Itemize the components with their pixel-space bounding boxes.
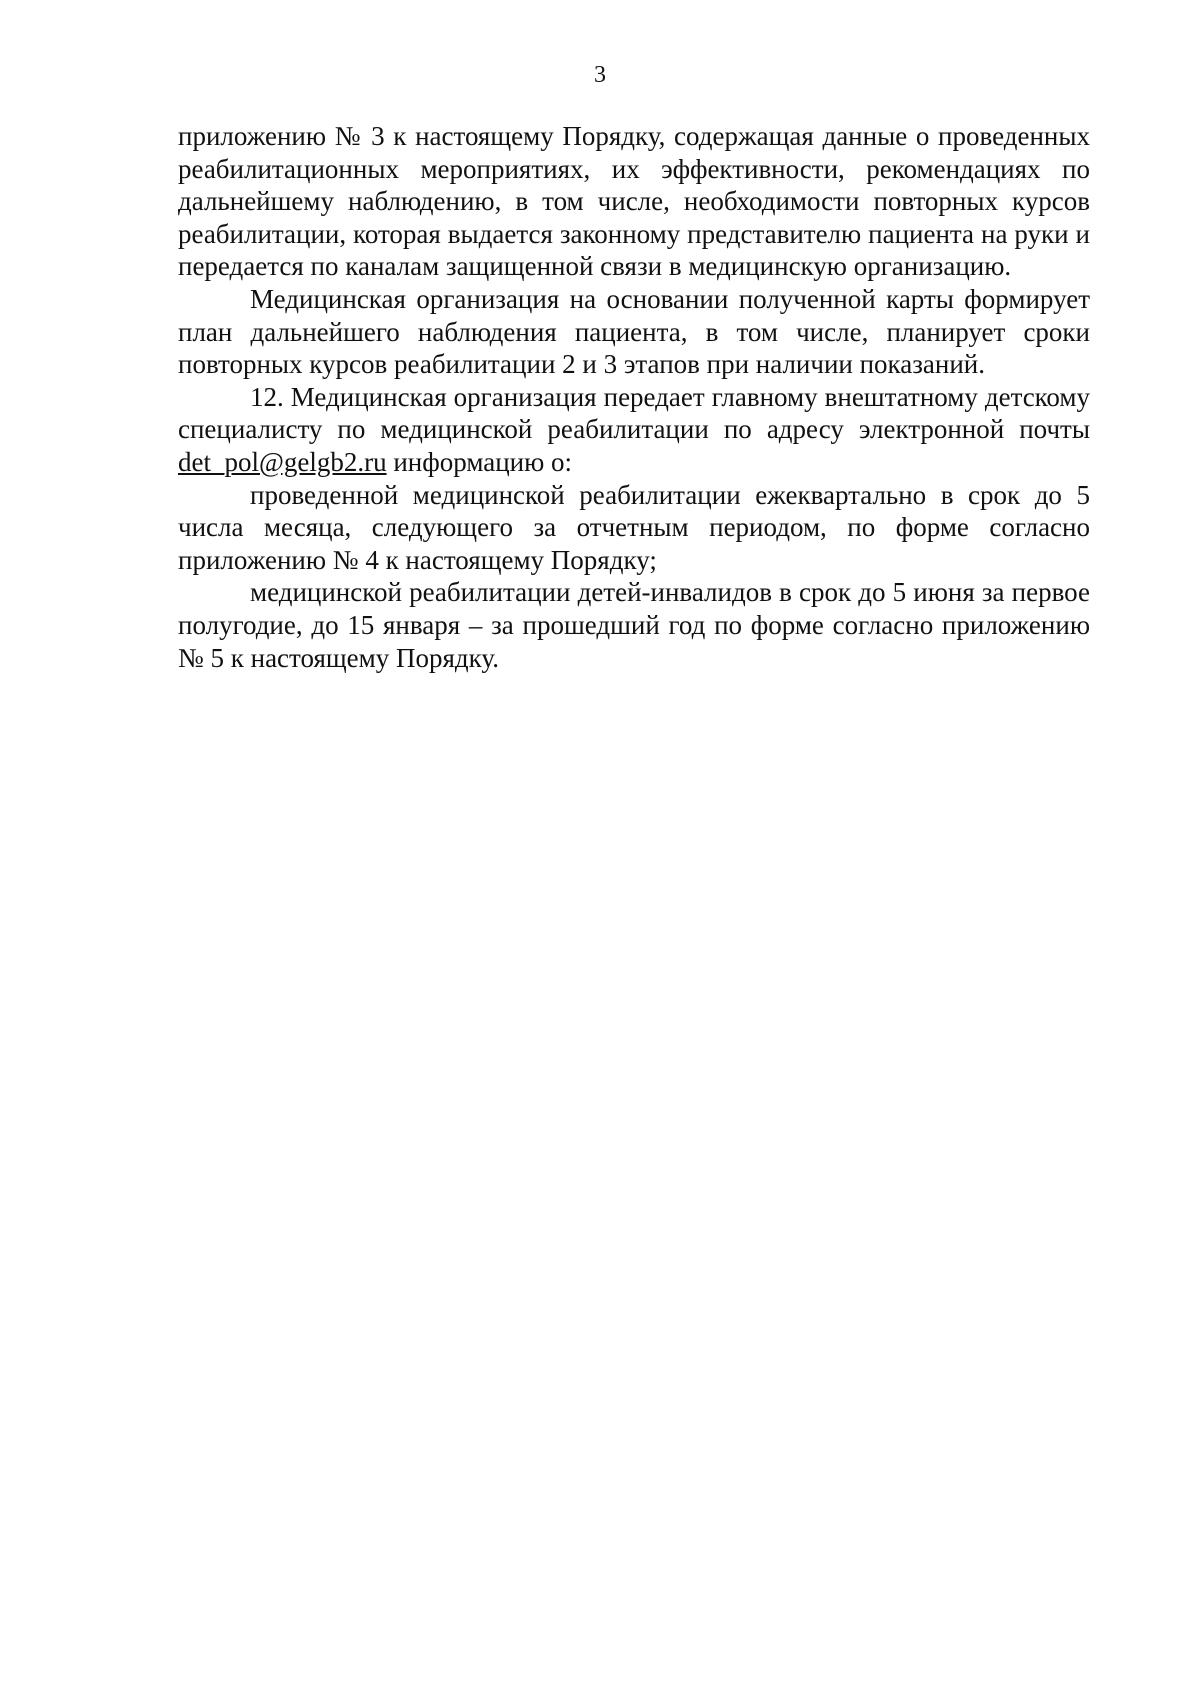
paragraph-disabled-children-report: медицинской реабилитации детей-инвалидов в срок до 5 июня за первое полугодие, до 15 января – за прошедший год по форме согласно приложению № 5 к настоящему Порядку. bbox=[178, 577, 1090, 673]
page-number: 3 bbox=[594, 62, 606, 88]
paragraph-quarterly-report: проведенной медицинской реабилитации ежеквартально в срок до 5 числа месяца, следующего за отчетным периодом, по форме согласно приложению № 4 к настоящему Порядку; bbox=[178, 479, 1090, 575]
paragraph-item-12-text-start: 12. Медицинская организация передает главному внештатному детскому специалисту по медицинской реабилитации по адресу электронной почты bbox=[178, 381, 1090, 445]
document-body bbox=[178, 120, 1090, 674]
paragraph-item-12-text-end: информацию о: bbox=[386, 446, 573, 477]
paragraph-observation-plan: Медицинская организация на основании полученной карты формирует план дальнейшего наблюдения пациента, в том числе, планирует сроки повторных курсов реабилитации 2 и 3 этапов при наличии показаний. bbox=[178, 283, 1090, 380]
email-link[interactable]: det_pol@gelgb2.ru bbox=[178, 446, 387, 477]
paragraph-continuation: приложению № 3 к настоящему Порядку, содержащая данные о проведенных реабилитационных мероприятиях, их эффективности, рекомендациях по дальнейшему наблюдению, в том числе, необходимости повторных курсов реабилитации, которая выдается законному представителю пациента на руки и передается по каналам защищенной связи в медицинскую организацию. bbox=[178, 121, 1090, 282]
paragraph-item-12 bbox=[178, 381, 1090, 479]
